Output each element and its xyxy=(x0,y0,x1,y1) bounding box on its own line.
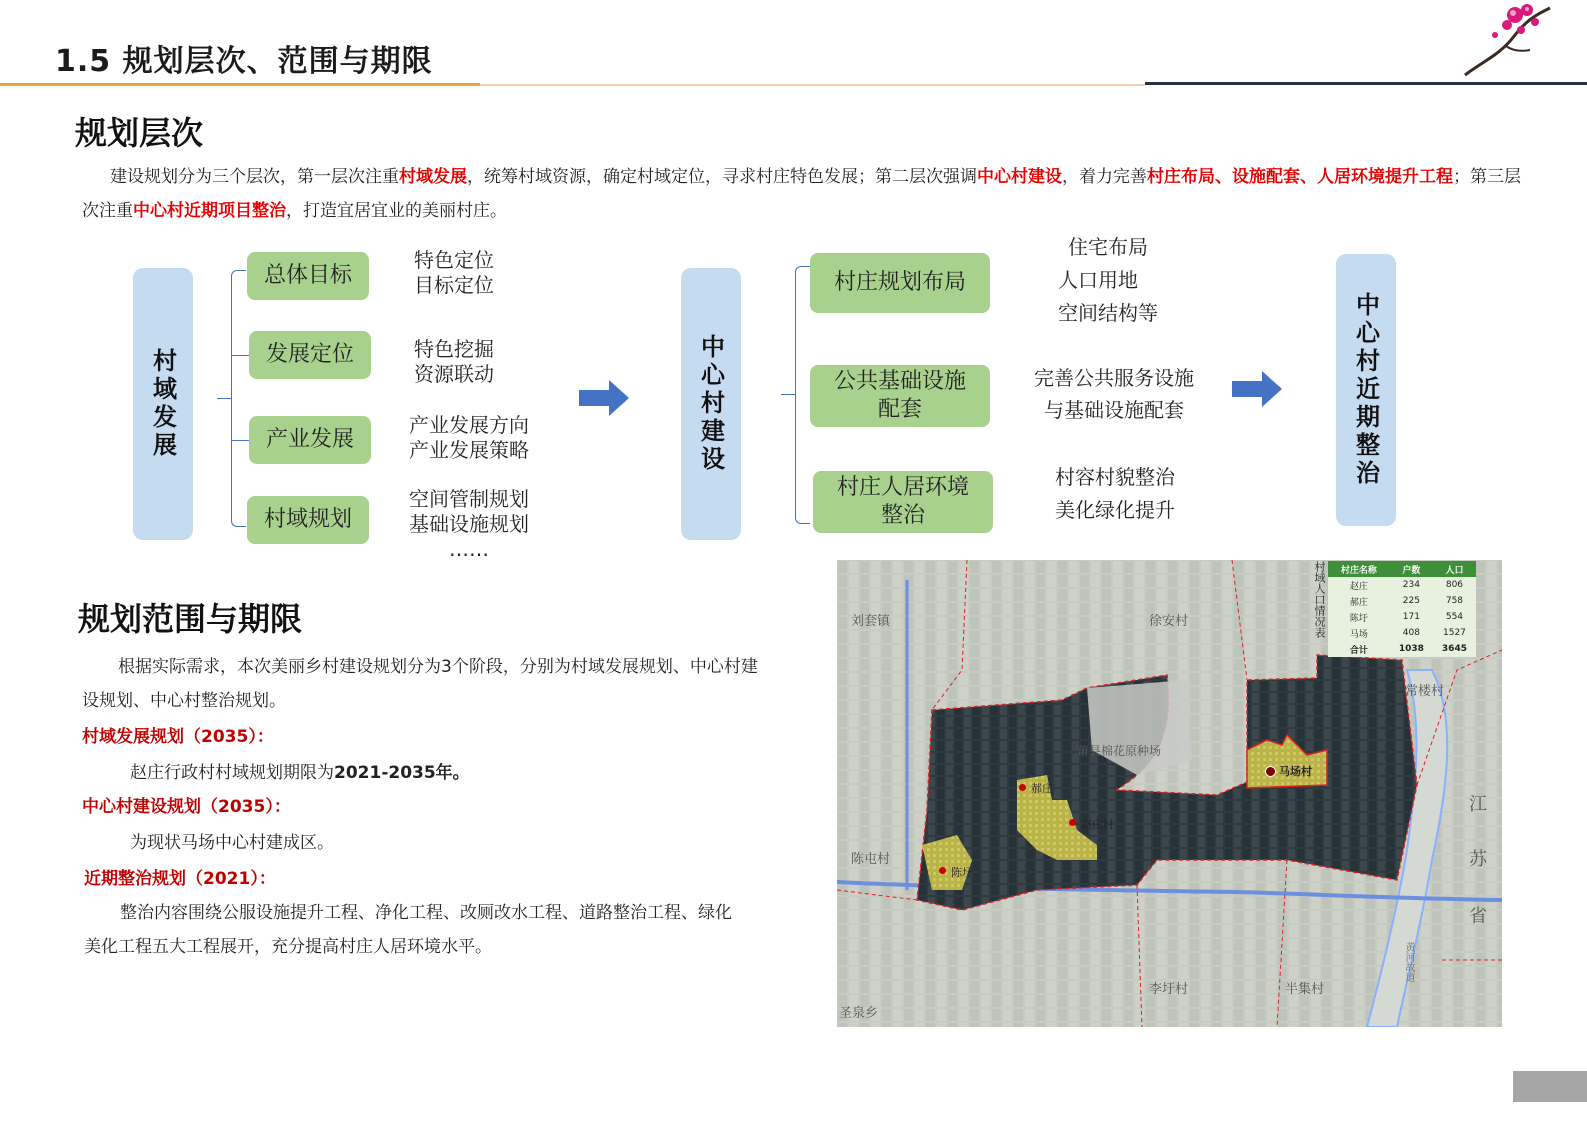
bracket-tick xyxy=(781,394,795,395)
item-title-near-term: 近期整治规划（2021）： xyxy=(84,869,276,889)
note-living-env xyxy=(1040,461,1190,527)
note-line: 空间管制规划 xyxy=(409,487,529,511)
sub-box-living-env: 村庄人居环境整治 xyxy=(813,471,993,533)
table-cell: 合计 xyxy=(1328,641,1390,657)
map-label: 黄河故道 xyxy=(1403,942,1414,982)
para-highlight: 村庄布局、设施配套、人居环境提升工程 xyxy=(1147,167,1453,187)
item-text: 赵庄行政村村域规划期限为 xyxy=(130,763,334,783)
population-table xyxy=(1328,561,1476,657)
map-label: 刘套镇 xyxy=(851,614,891,629)
table-header: 户数 xyxy=(1390,561,1433,577)
table-total-row xyxy=(1328,641,1476,657)
note-line: 住宅布局 xyxy=(1068,235,1148,259)
sub-box-positioning: 发展定位 xyxy=(249,331,371,379)
map-label: 李圩村 xyxy=(1149,982,1189,997)
map-label: 徐安村 xyxy=(1149,614,1189,629)
para-text: 建设规划分为三个层次，第一层次注重 xyxy=(110,167,399,187)
note-industry xyxy=(400,413,538,463)
para-highlight: 中心村建设 xyxy=(977,167,1062,187)
table-cell: 171 xyxy=(1390,609,1433,625)
table-row xyxy=(1328,577,1476,593)
village-label: 赵庄村 xyxy=(1081,818,1114,831)
map-label: 圣泉乡 xyxy=(839,1006,879,1021)
item-text-bold: 2021-2035年。 xyxy=(334,763,470,783)
plum-blossom-logo xyxy=(1455,0,1555,80)
header-rule-orange xyxy=(0,83,480,86)
note-line: 美化绿化提升 xyxy=(1055,498,1175,522)
scope-intro: 根据实际需求，本次美丽乡村建设规划分为3个阶段，分别为村域发展规划、中心村建设规划、中心村整治规划。 xyxy=(82,657,758,711)
note-line: 产业发展方向 xyxy=(409,413,529,437)
para-highlight: 中心村近期项目整治 xyxy=(133,201,286,221)
note-infrastructure xyxy=(1024,362,1204,426)
table-cell: 225 xyxy=(1390,593,1433,609)
note-line: …… xyxy=(449,537,489,561)
sub-box-layout: 村庄规划布局 xyxy=(810,253,990,313)
note-line: 空间结构等 xyxy=(1058,301,1158,325)
levels-paragraph xyxy=(82,160,1522,228)
map-label: 江 xyxy=(1469,794,1487,815)
para-text: ，着力完善 xyxy=(1062,167,1147,187)
population-table-title: 村域人口情况表 xyxy=(1313,561,1326,638)
item-text-central: 为现状马场中心村建成区。 xyxy=(130,833,334,853)
note-line: 资源联动 xyxy=(414,362,494,386)
table-row xyxy=(1328,593,1476,609)
sub-box-overall-goal: 总体目标 xyxy=(247,252,369,300)
village-marker xyxy=(939,867,946,874)
note-line: 特色定位 xyxy=(414,248,494,272)
sub-box-infrastructure: 公共基础设施配套 xyxy=(810,365,990,427)
table-cell: 758 xyxy=(1433,593,1476,609)
section-heading-levels: 规划层次 xyxy=(75,114,204,152)
table-cell: 806 xyxy=(1433,577,1476,593)
note-line: 村容村貌整治 xyxy=(1055,465,1175,489)
map-label: 萧县棉花原种场 xyxy=(1077,744,1162,758)
table-header-row xyxy=(1328,561,1476,577)
note-line: 人口用地 xyxy=(1058,268,1138,292)
para-text: ；第三层次注重 xyxy=(82,167,1521,221)
table-cell: 马场 xyxy=(1328,625,1390,641)
para-text: ，统筹村域资源，确定村域定位，寻求村庄特色发展；第二层次强调 xyxy=(467,167,977,187)
note-line: 产业发展策略 xyxy=(409,438,529,462)
village-marker xyxy=(1019,784,1026,791)
page-title: 1.5 规划层次、范围与期限 xyxy=(55,44,433,79)
table-header: 人口 xyxy=(1433,561,1476,577)
level-box-central-village xyxy=(681,268,741,540)
sub-box-industry: 产业发展 xyxy=(249,416,371,464)
table-cell: 1038 xyxy=(1390,641,1433,657)
village-label: 马场村 xyxy=(1279,765,1312,778)
village-marker xyxy=(1265,766,1276,777)
sub-box-village-plan: 村域规划 xyxy=(247,496,369,544)
bracket-tick xyxy=(231,355,249,356)
bracket-group1 xyxy=(231,270,246,527)
map-label: 省 xyxy=(1469,906,1487,927)
note-line: 完善公共服务设施 xyxy=(1034,366,1194,390)
level-box-near-term xyxy=(1336,254,1396,526)
right-arrow-icon xyxy=(1232,369,1284,409)
level-label: 中心村建设 xyxy=(696,334,725,474)
table-cell: 赵庄 xyxy=(1328,577,1390,593)
bracket-tick xyxy=(217,398,231,399)
table-row xyxy=(1328,625,1476,641)
table-cell: 408 xyxy=(1390,625,1433,641)
table-cell: 554 xyxy=(1433,609,1476,625)
table-header: 村庄名称 xyxy=(1328,561,1390,577)
bracket-tick xyxy=(231,440,249,441)
note-overall-goal xyxy=(400,248,508,298)
note-line: 与基础设施配套 xyxy=(1044,398,1184,422)
header-rule-dark xyxy=(1145,82,1587,85)
level-label: 中心村近期整治 xyxy=(1351,292,1380,488)
note-positioning xyxy=(400,337,508,387)
right-arrow-icon xyxy=(579,378,631,418)
para-text: ，打造宜居宜业的美丽村庄。 xyxy=(286,201,507,221)
level-label: 村域发展 xyxy=(148,348,177,460)
map-label: 半集村 xyxy=(1285,982,1325,997)
note-line: 特色挖掘 xyxy=(414,337,494,361)
page-number-box xyxy=(1513,1071,1587,1102)
map-label: 苏 xyxy=(1469,849,1487,870)
level-box-village-dev xyxy=(133,268,193,540)
village-marker xyxy=(1069,819,1076,826)
map-label: 陈屯村 xyxy=(851,852,891,867)
section-heading-scope: 规划范围与期限 xyxy=(78,600,303,638)
table-row xyxy=(1328,609,1476,625)
table-cell: 3645 xyxy=(1433,641,1476,657)
item-title-village-dev: 村域发展规划（2035）： xyxy=(82,727,274,747)
item-text-village-dev xyxy=(130,756,470,790)
map-label: 常楼村 xyxy=(1405,684,1445,699)
item-title-central: 中心村建设规划（2035）： xyxy=(82,797,291,817)
table-cell: 郝庄 xyxy=(1328,593,1390,609)
table-cell: 1527 xyxy=(1433,625,1476,641)
header-rule-light xyxy=(480,84,1145,86)
village-label: 陈圩 xyxy=(951,866,973,879)
village-label: 郝庄 xyxy=(1031,782,1053,795)
note-line: 目标定位 xyxy=(414,273,494,297)
table-cell: 234 xyxy=(1390,577,1433,593)
item-text-near-term: 整治内容围绕公服设施提升工程、净化工程、改厕改水工程、道路整治工程、绿化美化工程五大工程展开，充分提高村庄人居环境水平。 xyxy=(84,903,732,957)
note-line: 基础设施规划 xyxy=(409,512,529,536)
bracket-group2 xyxy=(795,266,810,524)
note-layout xyxy=(1050,231,1170,330)
para-highlight: 村域发展 xyxy=(399,167,467,187)
note-village-plan xyxy=(400,487,538,562)
table-cell: 陈圩 xyxy=(1328,609,1390,625)
